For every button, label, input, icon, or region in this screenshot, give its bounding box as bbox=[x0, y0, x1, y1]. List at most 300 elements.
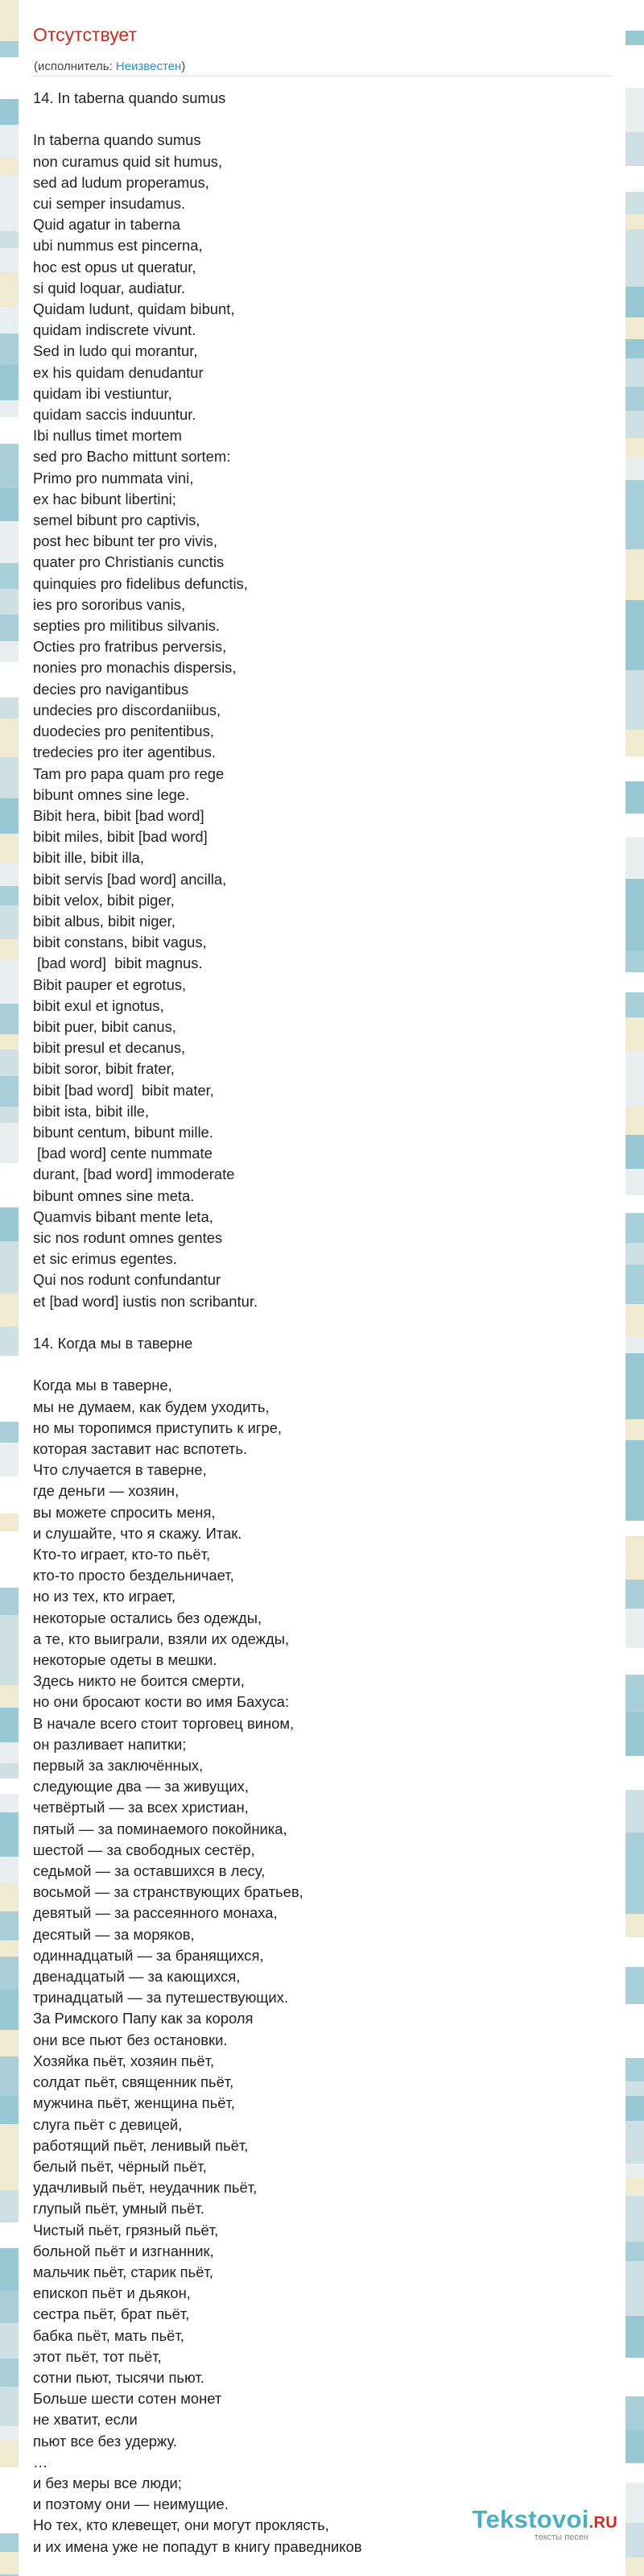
lyric-line: et [bad word] iustis non scribantur. bbox=[33, 1292, 258, 1310]
stripe-band bbox=[625, 505, 644, 549]
lyric-line: 14. In taberna quando sumus bbox=[33, 89, 226, 106]
stripe-band bbox=[0, 1794, 19, 1812]
stripe-band bbox=[625, 1675, 644, 1713]
lyric-line: Больше шести сотен монет bbox=[33, 2390, 222, 2408]
lyric-line: мальчик пьёт, старик пьёт, bbox=[33, 2263, 213, 2280]
stripe-band bbox=[625, 31, 644, 45]
stripe-band bbox=[0, 1356, 19, 1394]
lyric-line: восьмой — за странствующих братьев, bbox=[33, 1883, 303, 1901]
stripe-band bbox=[625, 265, 644, 287]
stripe-band bbox=[625, 88, 644, 132]
stripe-band bbox=[625, 1337, 644, 1353]
lyric-line: и их имена уже не попадут в книгу праведников bbox=[33, 2537, 362, 2555]
stripe-band bbox=[0, 698, 19, 719]
stripe-band bbox=[625, 0, 644, 15]
stripe-band bbox=[0, 757, 19, 798]
stripe-band bbox=[0, 1034, 19, 1050]
lyric-line: [bad word] cente nummate bbox=[33, 1145, 213, 1162]
stripe-band bbox=[625, 2178, 644, 2196]
lyric-line: но из тех, кто играет, bbox=[33, 1588, 176, 1605]
lyric-line: ex his quidam denudantur bbox=[33, 363, 204, 381]
lyric-line: quinquies pro fidelibus defunctis, bbox=[33, 574, 248, 592]
stripe-band bbox=[0, 2387, 19, 2426]
stripe-band bbox=[0, 1422, 19, 1443]
lyric-line: cui semper insudamus. bbox=[33, 195, 186, 213]
stripe-band bbox=[0, 1050, 19, 1076]
lyric-line: Tam pro papa quam pro rege bbox=[33, 764, 225, 782]
lyric-line: они все пьют без остановки. bbox=[33, 2031, 228, 2048]
lyric-line: тринадцатый — за путешествующих. bbox=[33, 1989, 288, 2007]
lyric-line: белый пьёт, чёрный пьёт, bbox=[33, 2157, 207, 2175]
lyric-line: undecies pro discordaniibus, bbox=[33, 701, 221, 719]
lyric-line: hoc est opus ut queratur, bbox=[33, 258, 196, 275]
stripe-band bbox=[625, 1169, 644, 1195]
lyric-line: bibit ista, bibit ille, bbox=[33, 1102, 150, 1120]
lyric-line: quater pro Christianis cunctis bbox=[33, 553, 225, 571]
header-divider bbox=[31, 76, 613, 77]
lyric-line bbox=[33, 1312, 613, 1333]
stripe-band bbox=[625, 1051, 644, 1085]
lyric-line: bibit miles, bibit [bad word] bbox=[33, 828, 208, 846]
lyrics-text bbox=[33, 88, 613, 2557]
stripe-band bbox=[0, 1327, 19, 1356]
stripe-band bbox=[0, 202, 19, 231]
lyric-line: durant, [bad word] immoderate bbox=[33, 1166, 235, 1183]
lyric-line: следующие два — за живущих, bbox=[33, 1778, 249, 1795]
lyric-line: десятый — за моряков, bbox=[33, 1925, 195, 1943]
lyric-line: Что случается в таверне, bbox=[33, 1461, 207, 1479]
site-logo[interactable] bbox=[473, 2505, 617, 2542]
lyric-line: шестой — за свободных сестёр, bbox=[33, 1841, 255, 1858]
stripe-band bbox=[0, 1123, 19, 1163]
stripe-band bbox=[625, 2242, 644, 2261]
stripe-band bbox=[625, 45, 644, 88]
stripe-band bbox=[625, 1790, 644, 1833]
stripe-band bbox=[0, 231, 19, 248]
stripe-band bbox=[0, 1076, 19, 1107]
stripe-band bbox=[0, 333, 19, 365]
stripe-band bbox=[625, 214, 644, 230]
stripe-band bbox=[625, 1243, 644, 1265]
stripe-band bbox=[0, 1742, 19, 1763]
logo-tagline: тексты песен bbox=[534, 2533, 588, 2542]
stripe-band bbox=[625, 2430, 644, 2463]
page-content bbox=[19, 0, 625, 2576]
stripe-band bbox=[625, 2025, 644, 2058]
stripe-band bbox=[0, 488, 19, 521]
stripe-band bbox=[625, 1536, 644, 1580]
lyric-line: tredecies pro iter agentibus. bbox=[33, 743, 216, 761]
stripe-band bbox=[625, 600, 644, 621]
stripe-band bbox=[0, 400, 19, 417]
stripe-band bbox=[625, 922, 644, 951]
stripe-band bbox=[625, 2523, 644, 2557]
lyric-line: Когда мы в таверне, bbox=[33, 1377, 172, 1394]
stripe-band bbox=[625, 1937, 644, 1967]
stripe-band bbox=[625, 1609, 644, 1648]
byline-suffix: ) bbox=[181, 60, 186, 73]
stripe-band bbox=[625, 951, 644, 972]
stripe-band bbox=[0, 2552, 19, 2574]
stripe-band bbox=[0, 57, 19, 99]
stripe-band bbox=[625, 230, 644, 265]
stripe-band bbox=[0, 2030, 19, 2056]
stripe-band bbox=[0, 99, 19, 125]
lyric-line: больной пьёт и изгнанник, bbox=[33, 2242, 214, 2259]
lyric-line: он разливает напитки; bbox=[33, 1735, 187, 1753]
lyric-line: decies pro navigantibus bbox=[33, 680, 189, 698]
stripe-band bbox=[625, 781, 644, 814]
stripe-band bbox=[0, 719, 19, 757]
stripe-band bbox=[0, 834, 19, 863]
lyric-line: bibunt omnes sine meta. bbox=[33, 1187, 195, 1204]
stripe-band bbox=[625, 1440, 644, 1483]
stripe-band bbox=[0, 1615, 19, 1659]
lyric-line: bibit servis [bad word] ancilla, bbox=[33, 870, 227, 888]
stripe-band bbox=[0, 1004, 19, 1034]
stripe-band bbox=[0, 1708, 19, 1742]
stripe-band bbox=[0, 1812, 19, 1857]
stripe-band bbox=[0, 2359, 19, 2387]
lyric-line: Но тех, кто клевещет, они могут проклясть, bbox=[33, 2516, 329, 2534]
lyric-line: двенадцатый — за кающихся, bbox=[33, 1968, 241, 1986]
logo-tld: .RU bbox=[588, 2514, 617, 2532]
lyric-line: 14. Когда мы в таверне bbox=[33, 1334, 193, 1352]
stripe-band bbox=[625, 317, 644, 339]
stripe-band bbox=[0, 271, 19, 287]
stripe-band bbox=[625, 972, 644, 992]
artist-link[interactable]: Неизвестен bbox=[115, 60, 182, 73]
stripe-band bbox=[0, 1911, 19, 1940]
stripe-band bbox=[625, 1713, 644, 1756]
stripe-band bbox=[625, 621, 644, 640]
stripe-band bbox=[625, 15, 644, 31]
lyric-line: некоторые одеты в мешки. bbox=[33, 1651, 217, 1669]
stripe-band bbox=[0, 1990, 19, 2030]
stripe-band bbox=[0, 2291, 19, 2323]
stripe-band bbox=[625, 1967, 644, 2004]
stripe-band bbox=[0, 158, 19, 176]
stripe-band bbox=[0, 563, 19, 589]
lyric-line: nonies pro monachis dispersis, bbox=[33, 659, 237, 677]
stripe-band bbox=[625, 2463, 644, 2483]
stripe-band bbox=[0, 1857, 19, 1882]
stripe-band bbox=[625, 1833, 644, 1870]
stripe-band bbox=[625, 2164, 644, 2178]
stripe-band bbox=[0, 2533, 19, 2552]
lyric-line: и слушайте, что я скажу. Итак. bbox=[33, 1524, 242, 1542]
stripe-band bbox=[0, 589, 19, 615]
lyric-line: слуга пьёт с девицей, bbox=[33, 2115, 183, 2133]
lyric-line: и поэтому они — неимущие. bbox=[33, 2495, 229, 2513]
stripe-band bbox=[625, 2081, 644, 2096]
logo-brand: Tekstovoi bbox=[472, 2505, 589, 2533]
lyric-line: глупый пьёт, умный пьёт. bbox=[33, 2200, 204, 2218]
lyric-line: bibit albus, bibit niger, bbox=[33, 912, 175, 930]
stripe-band bbox=[625, 1521, 644, 1536]
stripe-band bbox=[625, 1195, 644, 1213]
stripe-band bbox=[0, 2161, 19, 2190]
stripe-band bbox=[625, 1085, 644, 1106]
lyric-line: septies pro militibus silvanis. bbox=[33, 617, 221, 635]
stripe-band bbox=[0, 2248, 19, 2291]
stripe-band bbox=[625, 1580, 644, 1609]
stripe-band bbox=[625, 2210, 644, 2242]
stripe-band bbox=[0, 1457, 19, 1476]
lyric-line: bibit puer, bibit canus, bbox=[33, 1017, 176, 1035]
stripe-band bbox=[625, 1648, 644, 1675]
stripe-band bbox=[0, 1274, 19, 1294]
lyric-line: In taberna quando sumus bbox=[33, 131, 201, 149]
stripe-band bbox=[0, 1476, 19, 1514]
lyric-line: Sed in ludo qui morantur, bbox=[33, 342, 198, 360]
stripe-band bbox=[625, 1304, 644, 1337]
lyric-line: одиннадцатый — за бранящихся, bbox=[33, 1946, 264, 1964]
stripe-band bbox=[625, 879, 644, 922]
lyric-line: Quidam ludunt, quidam bibunt, bbox=[33, 300, 235, 318]
lyric-line: Кто-то играет, кто-то пьёт, bbox=[33, 1546, 211, 1563]
lyric-line: ubi nummus est pincerna, bbox=[33, 237, 203, 255]
stripe-band bbox=[625, 2096, 644, 2121]
lyric-line: работящий пьёт, ленивый пьёт, bbox=[33, 2136, 249, 2154]
lyric-line: bibit ille, bibit illa, bbox=[33, 849, 144, 867]
lyric-line: quidam indiscrete vivunt. bbox=[33, 321, 196, 339]
stripe-band bbox=[625, 1756, 644, 1790]
stripe-band bbox=[0, 905, 19, 939]
stripe-band bbox=[0, 1207, 19, 1241]
lyric-line: Здесь никто не боится смерти, bbox=[33, 1672, 245, 1690]
lyric-line: но мы торопимся приступить к игре, bbox=[33, 1418, 283, 1436]
lyric-line: bibunt centum, bibunt mille. bbox=[33, 1123, 213, 1141]
stripe-band bbox=[625, 1106, 644, 1135]
stripe-band bbox=[625, 1870, 644, 1914]
stripe-band bbox=[625, 2483, 644, 2523]
lyric-line: пятый — за поминаемого покойника, bbox=[33, 1820, 287, 1837]
stripe-band bbox=[625, 166, 644, 192]
lyric-line: bibit soror, bibit frater, bbox=[33, 1060, 175, 1078]
stripe-band bbox=[625, 411, 644, 438]
stripe-band bbox=[0, 2096, 19, 2124]
stripe-band bbox=[625, 756, 644, 781]
stripe-band bbox=[0, 863, 19, 886]
lyric-line: но они бросают кости во имя Бахуса: bbox=[33, 1693, 289, 1711]
lyric-line bbox=[33, 1354, 613, 1375]
lyric-line: sic nos rodunt omnes gentes bbox=[33, 1228, 223, 1246]
lyric-line: девятый — за рассеянного монаха, bbox=[33, 1904, 278, 1922]
stripe-band bbox=[0, 641, 19, 662]
lyric-line: где деньги — хозяин, bbox=[33, 1482, 180, 1500]
stripe-band bbox=[0, 1311, 19, 1327]
stripe-band bbox=[625, 2396, 644, 2430]
stripe-band bbox=[625, 387, 644, 411]
lyric-line: За Римского Папу как за короля bbox=[33, 2010, 254, 2027]
stripe-band bbox=[625, 692, 644, 730]
stripe-band bbox=[625, 132, 644, 166]
lyric-line: sed pro Bacho mittunt sortem: bbox=[33, 448, 231, 466]
stripe-band bbox=[0, 248, 19, 271]
lyric-line: этот пьёт, тот пьёт, bbox=[33, 2347, 162, 2365]
stripe-band bbox=[0, 2124, 19, 2161]
lyric-line: и без меры все люди; bbox=[33, 2474, 182, 2491]
stripe-band bbox=[0, 939, 19, 960]
stripe-band bbox=[0, 1763, 19, 1779]
lyric-line: сотни пьют, тысячи пьют. bbox=[33, 2368, 204, 2386]
stripe-band bbox=[625, 2196, 644, 2210]
lyric-line: пьют все без удержу. bbox=[33, 2432, 177, 2450]
stripe-band bbox=[0, 1294, 19, 1311]
stripe-band bbox=[0, 2500, 19, 2533]
stripe-band bbox=[0, 2222, 19, 2248]
artist-byline bbox=[34, 60, 185, 73]
right-decorative-stripes bbox=[625, 0, 644, 2576]
stripe-band bbox=[0, 2467, 19, 2500]
stripe-band bbox=[625, 640, 644, 670]
stripe-band bbox=[625, 2301, 644, 2316]
stripe-band bbox=[625, 578, 644, 600]
stripe-band bbox=[625, 2004, 644, 2025]
lyric-line: не хватит, если bbox=[33, 2411, 138, 2429]
stripe-band bbox=[0, 1779, 19, 1794]
lyric-line: Octies pro fratribus perversis, bbox=[33, 638, 227, 656]
stripe-band bbox=[0, 2426, 19, 2441]
lyric-line: bibit presul et decanus, bbox=[33, 1039, 186, 1057]
stripe-band bbox=[0, 1588, 19, 1615]
lyric-line: мы не думаем, как будем уходить, bbox=[33, 1398, 270, 1415]
lyric-line: Quid agatur in taberna bbox=[33, 216, 181, 234]
stripe-band bbox=[625, 287, 644, 317]
stripe-band bbox=[625, 1353, 644, 1398]
lyric-line: Primo pro nummata vini, bbox=[33, 469, 194, 487]
stripe-band bbox=[0, 1882, 19, 1911]
stripe-band bbox=[625, 2557, 644, 2576]
lyric-line: ies pro sororibus vanis, bbox=[33, 595, 186, 613]
stripe-band bbox=[625, 1135, 644, 1169]
stripe-band bbox=[625, 2261, 644, 2301]
lyric-line: Bibit pauper et egrotus, bbox=[33, 975, 187, 993]
song-title: Отсутствует bbox=[33, 24, 137, 45]
stripe-band bbox=[0, 886, 19, 905]
stripe-band bbox=[625, 339, 644, 358]
lyric-line: sed ad ludum properamus, bbox=[33, 173, 209, 191]
stripe-band bbox=[625, 670, 644, 692]
stripe-band bbox=[0, 1940, 19, 1957]
stripe-band bbox=[0, 960, 19, 1004]
stripe-band bbox=[0, 365, 19, 400]
stripe-band bbox=[0, 1241, 19, 1274]
stripe-band bbox=[625, 2058, 644, 2081]
stripe-band bbox=[625, 837, 644, 879]
stripe-band bbox=[0, 125, 19, 158]
lyric-line: ex hac bibunt libertini; bbox=[33, 490, 176, 507]
lyric-line: bibunt omnes sine lege. bbox=[33, 785, 190, 803]
lyric-line: седьмой — за оставшихся в лесу, bbox=[33, 1862, 266, 1880]
stripe-band bbox=[0, 1514, 19, 1531]
lyric-line: солдат пьёт, священник пьёт, bbox=[33, 2073, 234, 2091]
stripe-band bbox=[0, 662, 19, 698]
stripe-band bbox=[0, 287, 19, 307]
lyric-line: сестра пьёт, брат пьёт, bbox=[33, 2305, 190, 2323]
lyric-line: В начале всего стоит торговец вином, bbox=[33, 1714, 295, 1732]
stripe-band bbox=[625, 358, 644, 387]
stripe-band bbox=[0, 176, 19, 202]
stripe-band bbox=[625, 1419, 644, 1440]
stripe-band bbox=[625, 992, 644, 1017]
lyric-line: мужчина пьёт, женщина пьёт, bbox=[33, 2094, 235, 2112]
lyric-line: которая заставит нас вспотеть. bbox=[33, 1440, 248, 1457]
stripe-band bbox=[0, 2190, 19, 2222]
lyric-line: semel bibunt pro captivis, bbox=[33, 511, 200, 529]
stripe-band bbox=[0, 1394, 19, 1422]
stripe-band bbox=[625, 730, 644, 756]
lyric-line: Qui nos rodunt confundantur bbox=[33, 1271, 221, 1289]
stripe-band bbox=[625, 2316, 644, 2358]
lyric-line: удачливый пьёт, неудачник пьёт, bbox=[33, 2179, 258, 2197]
stripe-band bbox=[0, 307, 19, 333]
stripe-band bbox=[0, 798, 19, 834]
lyric-line: Хозяйка пьёт, хозяин пьёт, bbox=[33, 2052, 215, 2069]
lyric-line: Quamvis bibant mente leta, bbox=[33, 1207, 213, 1225]
stripe-band bbox=[0, 444, 19, 488]
lyric-line: [bad word] bibit magnus. bbox=[33, 955, 203, 972]
stripe-band bbox=[0, 1659, 19, 1685]
stripe-band bbox=[0, 2441, 19, 2467]
lyric-line: quidam saccis induuntur. bbox=[33, 406, 196, 424]
lyric-line: первый за заключённых, bbox=[33, 1757, 204, 1775]
stripe-band bbox=[625, 438, 644, 458]
byline-prefix: (исполнитель: bbox=[34, 60, 116, 73]
stripe-band bbox=[625, 549, 644, 578]
lyric-line: non curamus quid sit humus, bbox=[33, 152, 223, 170]
lyric-line: вы можете спросить меня, bbox=[33, 1503, 216, 1521]
lyric-line: а те, кто выиграли, взяли их одежды, bbox=[33, 1630, 290, 1647]
stripe-band bbox=[625, 1265, 644, 1304]
stripe-band bbox=[625, 1914, 644, 1937]
stripe-band bbox=[0, 521, 19, 563]
lyric-line: Bibit hera, bibit [bad word] bbox=[33, 806, 204, 824]
stripe-band bbox=[0, 41, 19, 57]
lyric-line: duodecies pro penitentibus, bbox=[33, 723, 214, 740]
lyric-line: quidam ibi vestiuntur, bbox=[33, 384, 172, 402]
lyric-line: Ibi nullus timet mortem bbox=[33, 427, 182, 445]
stripe-band bbox=[0, 1563, 19, 1588]
lyric-line: бабка пьёт, мать пьёт, bbox=[33, 2326, 184, 2344]
stripe-band bbox=[625, 1213, 644, 1243]
lyric-line: bibit exul et ignotus, bbox=[33, 996, 164, 1014]
stripe-band bbox=[625, 814, 644, 837]
stripe-band bbox=[0, 1685, 19, 1708]
stripe-band bbox=[0, 0, 19, 41]
stripe-band bbox=[0, 615, 19, 641]
stripe-band bbox=[0, 1957, 19, 1990]
lyric-line: … bbox=[33, 2453, 48, 2470]
lyric-line: bibit constans, bibit vagus, bbox=[33, 934, 207, 951]
logo-wordmark bbox=[473, 2505, 617, 2534]
left-decorative-stripes bbox=[0, 0, 19, 2576]
lyric-line: bibit velox, bibit piger, bbox=[33, 891, 175, 909]
lyric-line: епископ пьёт и дьякон, bbox=[33, 2284, 191, 2302]
lyric-line bbox=[33, 109, 613, 130]
lyric-line: кто-то просто бездельничает, bbox=[33, 1567, 234, 1584]
lyric-line: четвёртый — за всех христиан, bbox=[33, 1799, 249, 1816]
stripe-band bbox=[625, 2121, 644, 2164]
lyric-line: некоторые остались без одежды, bbox=[33, 1609, 262, 1626]
stripe-band bbox=[625, 1483, 644, 1521]
stripe-band bbox=[625, 1398, 644, 1419]
lyric-line: et sic erimus egentes. bbox=[33, 1250, 177, 1268]
stripe-band bbox=[625, 192, 644, 214]
stripe-band bbox=[0, 1163, 19, 1207]
stripe-band bbox=[0, 417, 19, 444]
